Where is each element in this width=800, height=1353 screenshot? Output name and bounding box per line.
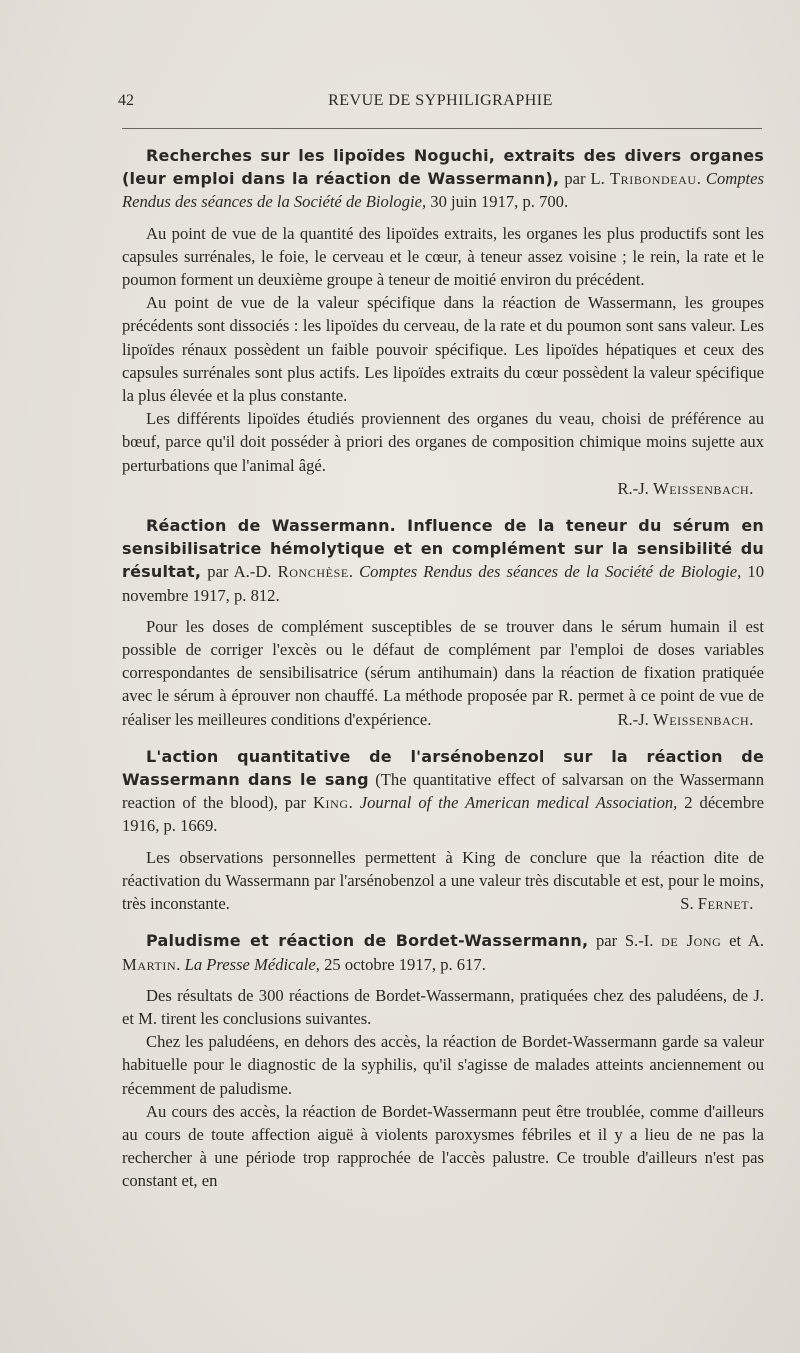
signature-initials: R.-J. <box>617 709 653 729</box>
article-wassermann-influence <box>122 514 764 731</box>
article-title: L'action quantitative de l'arsénobenzol sur la réaction de Wassermann dans le sang <box>122 746 764 790</box>
article-byline: par S.-I. <box>595 931 662 951</box>
header-rule <box>122 128 762 129</box>
article-byline-suffix: . <box>348 562 360 582</box>
running-title: REVUE DE SYPHILIGRAPHIE <box>328 92 553 109</box>
article-author-2: Martin <box>122 954 177 974</box>
signature-initials: S. <box>680 894 698 914</box>
paragraph: Chez les paludéens, en dehors des accès, la réaction de Bordet-Wassermann garde sa valeur habituelle pour le diagnostic de la syphilis, qu'il s'agisse de malades atteints anciennement ou récemment de paludisme. <box>122 1032 764 1098</box>
paragraph: Au point de vue de la quantité des lipoïdes extraits, les organes les plus productifs sont les capsules surrénales, le foie, le cerveau et le cœur, à teneur assez voisine ; le rein, la rate et le poumon forment un deuxième groupe à teneur de moitié environ du précédent. <box>122 223 764 290</box>
article-date: 30 juin 1917, p. 700. <box>430 192 569 212</box>
article-heading <box>122 745 764 838</box>
article-date: 2 décembre 1916, p. 1669. <box>122 793 765 836</box>
article-date: 10 novembre 1917, p. 812. <box>122 562 765 605</box>
paragraph: Au cours des accès, la réaction de Bordet-Wassermann peut être troublée, comme d'ailleurs au cours de toute affection aiguë à violents paroxysmes fébriles et il y a lieu de ne pas la rechercher à une période trop rapprochée de l'accès palustre. Ce trouble d'ailleurs n'est pas constant et, en <box>122 1101 764 1191</box>
signature-name: Weissenbach. <box>652 478 754 498</box>
article-source: Journal of the American medical Association, <box>359 793 678 813</box>
article-subtitle: (The quantitative effect of salvarsan on the Wassermann reaction of the blood), par <box>122 770 764 813</box>
article-author: de Jong <box>661 931 722 951</box>
article-byline: par A.-D. <box>207 562 278 582</box>
article-author: King <box>312 793 349 813</box>
page-body <box>122 144 764 1207</box>
paragraph: Des résultats de 300 réactions de Bordet-Wassermann, pratiquées chez des paludéens, de J. et M. tirent les conclusions suivantes. <box>122 985 764 1028</box>
paragraph-text: Pour les doses de complément susceptibles de se trouver dans le sérum humain il est possible de corriger l'excès ou le défaut de complément par l'emploi de doses variables correspondantes de sensibilisatrice (sérum antihumain) dans la réaction de fixation pratiquée avec le sérum à éprouver non chauffé. La méthode proposée par R. permet à ce point de vue de réaliser les meilleures conditions d'expérience. <box>122 616 764 729</box>
article-byline-suffix: . <box>348 793 360 813</box>
reviewer-signature <box>656 892 764 915</box>
article-title: Paludisme et réaction de Bordet-Wassermann, <box>146 931 589 951</box>
article-heading <box>122 144 764 214</box>
article-source: La Presse Médicale, <box>184 954 320 974</box>
article-author: Tribondeau <box>609 169 697 189</box>
article-byline-mid: et A. <box>721 931 764 951</box>
signature-initials: R.-J. <box>617 478 653 498</box>
article-heading <box>122 514 764 607</box>
page-number: 42 <box>118 92 134 109</box>
article-heading <box>122 929 764 975</box>
reviewer-signature <box>122 477 764 500</box>
article-noguchi-lipoids <box>122 144 764 500</box>
article-title: Recherches sur les lipoïdes Noguchi, extraits des divers organes (leur emploi dans la réaction de Wassermann), <box>122 146 764 189</box>
article-byline-suffix: . <box>176 954 185 974</box>
article-source: Comptes Rendus des séances de la Société de Biologie, <box>359 562 742 582</box>
article-paludisme <box>122 929 764 1192</box>
signature-name: Fernet. <box>697 894 754 914</box>
article-byline: par L. <box>564 169 610 189</box>
paragraph <box>122 615 764 731</box>
article-author: Ronchèse <box>277 562 349 582</box>
page-header <box>118 92 763 116</box>
article-source: Comptes Rendus des séances de la Société de Biologie, <box>122 169 764 212</box>
paragraph-text: Les observations personnelles permettent à King de conclure que la réaction dite de réactivation du Wassermann par l'arsénobenzol a une valeur très discutable et est, pour le moins, très inconstante. <box>122 847 764 914</box>
signature-name: Weissenbach. <box>652 709 754 729</box>
reviewer-signature <box>593 708 764 731</box>
article-date: 25 octobre 1917, p. 617. <box>324 954 486 974</box>
paragraph: Les différents lipoïdes étudiés proviennent des organes du veau, choisi de préférence au bœuf, parce qu'il doit posséder à priori des organes de composition chimique moins sujette aux perturbations que l'animal âgé. <box>122 409 764 475</box>
article-arsenobenzol <box>122 745 764 915</box>
article-byline-suffix: . <box>696 169 701 189</box>
article-title: Réaction de Wassermann. Influence de la teneur du sérum en sensibilisatrice hémolytique et en complément sur la sensibilité du résultat, <box>122 516 764 582</box>
paragraph <box>122 846 764 916</box>
paragraph: Au point de vue de la valeur spécifique dans la réaction de Wassermann, les groupes précédents sont dissociés : les lipoïdes du cerveau, de la rate et du poumon sont sans valeur. Les lipoïdes rénaux possèdent un faible pouvoir spécifique. Les lipoïdes hépatiques et ceux des capsules surrénales sont plus actifs. Les lipoïdes extraits du cœur possèdent la valeur spécifique la plus élevée et la plus constante. <box>122 293 764 406</box>
